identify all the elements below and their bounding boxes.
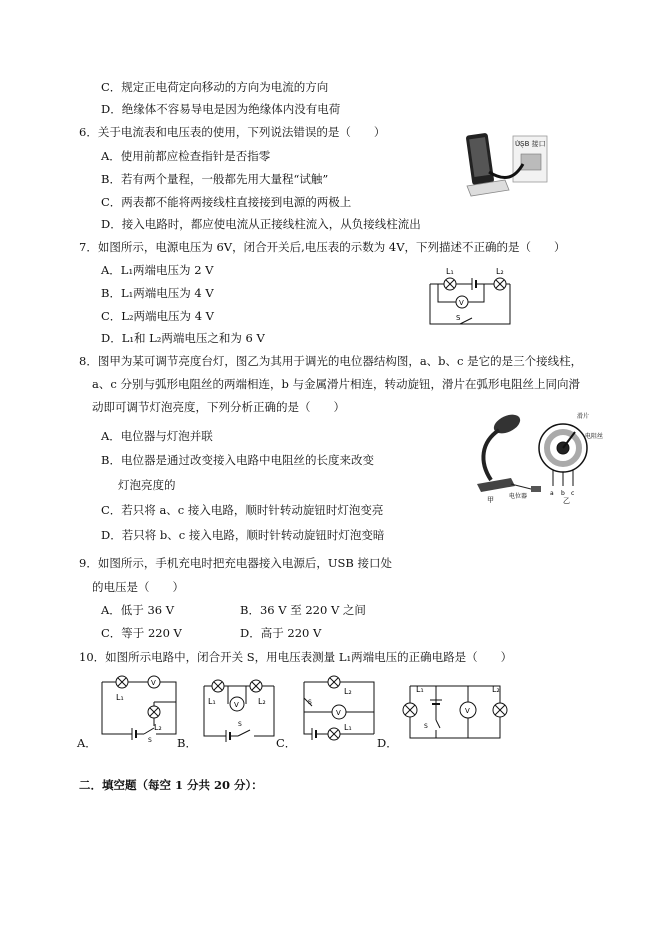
q10a-v: V (151, 679, 156, 687)
q7-option-c: C．L₂两端电压为 4 V (101, 309, 214, 323)
potentiometer (539, 424, 587, 486)
q7-l2-label: L₂ (496, 267, 504, 276)
q10-circuit-c (298, 672, 380, 744)
q7-option-b: B．L₁两端电压为 4 V (101, 286, 214, 300)
q10b-l1: L₁ (208, 697, 216, 706)
q7-option-a: A．L₁两端电压为 2 V (101, 263, 214, 277)
usb-charger-figure (465, 128, 555, 200)
q9-stem-2: 的电压是（ ） (92, 580, 184, 594)
q8-figure (463, 406, 604, 511)
q10d-l1: L₁ (416, 685, 424, 694)
q6-option-c: C．两表都不能将两接线柱直接接到电源的两极上 (101, 195, 352, 209)
q9-option-a: A．低于 36 V (101, 603, 175, 617)
q8-option-d: D．若只将 b、c 接入电路，顺时针转动旋钮时灯泡变暗 (101, 528, 385, 542)
section-2-title: 二．填空题（每空 1 分共 20 分）： (79, 778, 263, 792)
q8-option-b: B．电位器是通过改变接入电路中电阻丝的长度来改变 (101, 453, 374, 467)
terminal-a: a (550, 490, 554, 497)
q10-label-d: D． (377, 736, 398, 750)
q10c-l1: L₁ (344, 723, 352, 732)
terminal-c: c (571, 490, 575, 497)
q7-switch-label: S (456, 314, 461, 322)
q8-stem-3: 动即可调节灯泡亮度，下列分析正确的是（ ） (92, 400, 345, 414)
q8-stem-2: a、c 分别与弧形电阻丝的两端相连，b 与金属滑片相连，转动旋钮，滑片在弧形电阻丝上同向滑 (92, 377, 580, 391)
dianzusi-label: 电阻丝 (585, 433, 604, 440)
q10-stem: 10．如图所示电路中，闭合开关 S，用电压表测量 L₁两端电压的正确电路是（ ） (79, 650, 513, 664)
huapian-label: 滑片 (577, 413, 590, 420)
q10d-v: V (465, 707, 470, 715)
pot-yi-label: 乙 (563, 497, 570, 505)
q7-stem: 7．如图所示，电源电压为 6V，闭合开关后,电压表的示数为 4V，下列描述不正确的是（ ） (79, 240, 566, 254)
lamp-jia-label: 甲 (487, 496, 494, 504)
q8-option-b-cont: 灯泡亮度的 (118, 478, 176, 492)
q9-option-c: C．等于 220 V (101, 626, 182, 640)
q7-l1-label: L₁ (446, 267, 454, 276)
q6-option-b: B．若有两个量程，一般都先用大量程“试触” (101, 172, 329, 186)
q10a-l2: L₂ (154, 723, 162, 732)
q10-label-b: B． (177, 736, 197, 750)
q10-label-a: A． (77, 736, 97, 750)
q8-option-a: A．电位器与灯泡并联 (101, 429, 213, 443)
q10c-s: S (308, 699, 312, 706)
q9-option-d: D．高于 220 V (240, 626, 322, 640)
q9-option-b: B．36 V 至 220 V 之间 (240, 603, 366, 617)
q10a-l1: L₁ (116, 693, 124, 702)
q10b-l2: L₂ (258, 697, 266, 706)
usb-label: USB 接口 (515, 140, 546, 148)
q10d-s: S (424, 723, 428, 730)
option-c-prev: C．规定正电荷定向移动的方向为电流的方向 (101, 80, 329, 94)
q7-circuit (420, 262, 520, 334)
q8-stem-1: 8．图甲为某可调节亮度台灯，图乙为其用于调光的电位器结构图，a、b、c 是它的是三个接线柱， (79, 354, 583, 368)
q10b-v: V (234, 701, 239, 709)
q10c-v: V (336, 709, 341, 717)
q10c-l2: L₂ (344, 687, 352, 696)
dianweiqi-label: 电位器 (509, 493, 528, 500)
desk-lamp (477, 411, 541, 492)
option-d-prev: D．绝缘体不容易导电是因为绝缘体内没有电荷 (101, 102, 341, 116)
q10d-l2: L₂ (492, 685, 500, 694)
q10-label-c: C． (276, 736, 297, 750)
terminal-b: b (561, 490, 565, 497)
q10-circuit-b (198, 672, 280, 744)
q10a-s: S (148, 737, 152, 744)
q6-option-a: A．使用前都应检查指针是否指零 (101, 149, 271, 163)
q7-option-d: D．L₁和 L₂两端电压之和为 6 V (101, 331, 265, 345)
q6-stem: 6．关于电流表和电压表的使用，下列说法错误的是（ ） (79, 125, 386, 139)
q6-option-d: D．接入电路时，都应使电流从正接线柱流入，从负接线柱流出 (101, 217, 421, 231)
q10-circuit-a (98, 672, 180, 744)
q9-stem-1: 9．如图所示，手机充电时把充电器接入电源后，USB 接口处 (79, 556, 392, 570)
q10-circuit-d (396, 676, 516, 744)
q7-voltmeter-label: V (459, 299, 464, 307)
q10b-s: S (238, 721, 242, 728)
q8-option-c: C．若只将 a、c 接入电路，顺时针转动旋钮时灯泡变亮 (101, 503, 384, 517)
